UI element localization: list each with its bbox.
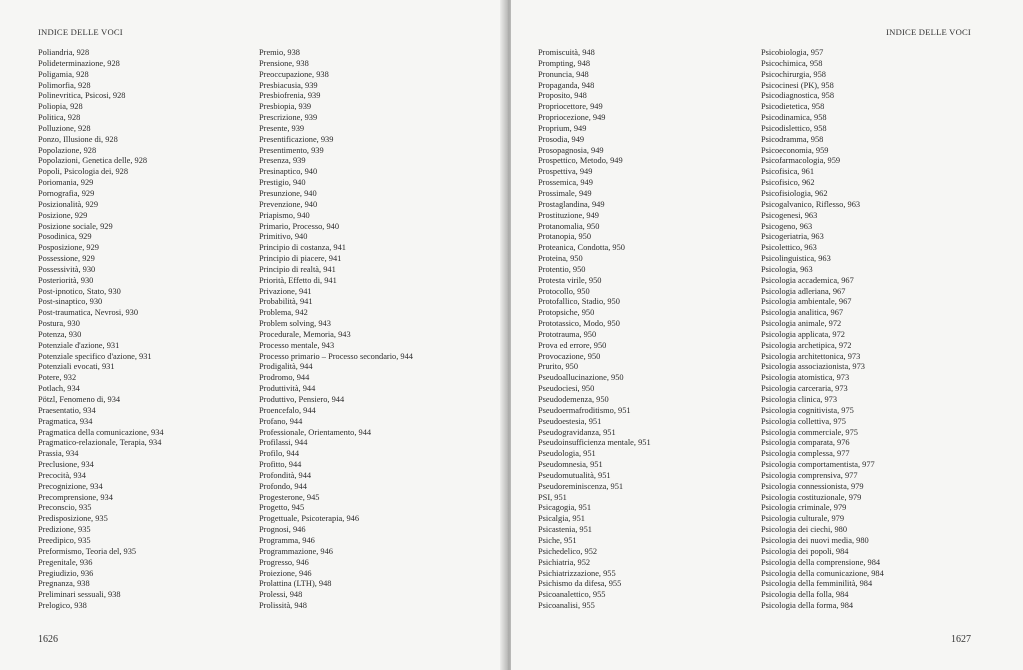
index-entry: Profano, 944 <box>259 416 303 426</box>
index-entry: Prolessi, 948 <box>259 590 303 600</box>
index-entry: Prospettiva, 949 <box>538 167 593 177</box>
index-entry: Presbiofrenia, 939 <box>259 91 321 101</box>
index-entry: Potenza, 930 <box>38 329 82 339</box>
index-entry: Pronuncia, 948 <box>538 69 589 79</box>
index-entry: Predizione, 935 <box>38 525 91 535</box>
index-entry: Psicologia collettiva, 975 <box>761 416 846 426</box>
index-entry: Post-ipnotico, Stato, 930 <box>38 286 121 296</box>
index-entry: Psicobiologia, 957 <box>761 48 824 57</box>
index-entry: Produttivo, Pensiero, 944 <box>259 395 345 404</box>
index-entry: Psicodiagnostica, 958 <box>761 91 835 101</box>
index-entry: Psicolettico, 963 <box>761 243 817 253</box>
index-entry: Priorità, Effetto di, 941 <box>259 275 337 285</box>
index-entry: Pseudoestesia, 951 <box>538 416 602 426</box>
index-entry: Psicologia della comprensione, 984 <box>761 557 881 567</box>
index-entry: Probabilità, 941 <box>259 297 313 307</box>
index-entry: Posteriorità, 930 <box>38 275 94 285</box>
index-entry: Psichiatrizzazione, 955 <box>538 568 616 578</box>
index-entry: Pragmatica della comunicazione, 934 <box>38 427 164 437</box>
index-entry: Professionale, Orientamento, 944 <box>259 427 372 437</box>
index-entry: Progettuale, Psicoterapia, 946 <box>259 514 360 524</box>
index-entry: Psicastenia, 951 <box>538 525 592 535</box>
index-entry: Promiscuità, 948 <box>538 48 595 57</box>
index-entry: Psicocinesi (PK), 958 <box>761 80 834 90</box>
index-entry: Psicologia animale, 972 <box>761 319 842 329</box>
index-entry: Prurito, 950 <box>538 362 579 372</box>
index-entry: Psicologia, 963 <box>761 264 813 274</box>
index-entry: Psicologia complessa, 977 <box>761 449 850 459</box>
index-entry: Processo primario – Processo secondario, 944 <box>259 351 413 361</box>
index-entry: Psicologia cognitivista, 975 <box>761 405 854 415</box>
index-entry: Psicofisica, 961 <box>761 167 815 177</box>
index-entry: Pregiudizio, 936 <box>38 568 94 578</box>
index-entry: Prolattina (LTH), 948 <box>259 579 332 589</box>
index-entry: Prassia, 934 <box>38 449 79 459</box>
index-entry: Primario, Processo, 940 <box>259 221 340 231</box>
index-entry: Principio di piacere, 941 <box>259 254 342 264</box>
index-entry: Pseudoreminiscenza, 951 <box>538 481 624 491</box>
index-entry: Prompting, 948 <box>538 58 591 68</box>
index-entry: Processo mentale, 943 <box>259 340 335 350</box>
index-entry: Protentio, 950 <box>538 264 586 274</box>
index-entry: Protopsiche, 950 <box>538 308 595 318</box>
index-entry: Prestigio, 940 <box>259 178 306 188</box>
index-entry: Precocità, 934 <box>38 470 86 480</box>
index-entry: Profilassi, 944 <box>259 438 308 448</box>
index-entry: Psicologia ambientale, 967 <box>761 297 852 307</box>
index-entry: Preformismo, Teoria del, 935 <box>38 546 137 556</box>
index-entry: Proencefalo, 944 <box>259 405 316 415</box>
index-entry: Potlach, 934 <box>38 384 80 394</box>
index-entry: Prossimale, 949 <box>538 188 592 198</box>
index-entry: Proposito, 948 <box>538 91 587 101</box>
index-entry: Prostituzione, 949 <box>538 210 599 220</box>
index-entry: Preclusione, 934 <box>38 460 94 470</box>
index-entry: Profondità, 944 <box>259 470 312 480</box>
index-entry: Produttività, 944 <box>259 384 316 394</box>
index-entry: Posposizione, 929 <box>38 243 99 253</box>
index-entry: Protofallico, Stadio, 950 <box>538 297 620 307</box>
index-entry: Proteina, 950 <box>538 254 583 264</box>
index-entry: Posizione, 929 <box>38 210 88 220</box>
index-entry: Psicolinguistica, 963 <box>761 254 831 264</box>
index-entry: Presbiacusia, 939 <box>259 80 318 90</box>
index-entry: Pseudomnesia, 951 <box>538 460 603 470</box>
index-entry: Psicoeconomia, 959 <box>761 145 829 155</box>
index-entry: Popoli, Psicologia dei, 928 <box>38 167 129 177</box>
index-entry: Pregnanza, 938 <box>38 579 90 589</box>
index-entry: Presinaptico, 940 <box>259 167 318 177</box>
index-entry: Pseudoermafroditismo, 951 <box>538 405 631 415</box>
index-entry: Poligamia, 928 <box>38 69 89 79</box>
index-entry: Popolazione, 928 <box>38 145 97 155</box>
index-entry: Prodigalità, 944 <box>259 362 313 372</box>
index-entry: Precomprensione, 934 <box>38 492 113 502</box>
index-entry: Psicologia atomistica, 973 <box>761 373 850 383</box>
index-entry: Prototassico, Modo, 950 <box>538 319 620 329</box>
index-entry: Psicologia adleriana, 967 <box>761 286 846 296</box>
index-entry: Ponzo, Illusione di, 928 <box>38 134 118 144</box>
index-entry: Psicodietetica, 958 <box>761 102 825 112</box>
index-entry: Posizione sociale, 929 <box>38 221 113 231</box>
index-entry: Presente, 939 <box>259 123 305 133</box>
index-entry: Pseudogravidanza, 951 <box>538 427 616 437</box>
index-entry: Psicologia comprensiva, 977 <box>761 470 858 480</box>
running-head: INDICE DELLE VOCI <box>38 27 123 37</box>
index-entry: Presbiopia, 939 <box>259 102 312 112</box>
index-entry: Problem solving, 943 <box>259 319 331 329</box>
index-entry: Poriomania, 929 <box>38 178 94 188</box>
index-entry: Prosopagnosia, 949 <box>538 145 604 155</box>
index-entry: Privazione, 941 <box>259 286 312 296</box>
index-entry: Psicologia dei ciechi, 980 <box>761 525 848 535</box>
index-entry: Provocazione, 950 <box>538 351 601 361</box>
right-page <box>511 0 1023 670</box>
index-entry: Prosodia, 949 <box>538 134 585 144</box>
index-entry: Psicoanalettico, 955 <box>538 590 606 600</box>
index-entry: Psicologia carceraria, 973 <box>761 384 848 394</box>
index-entry: Psicogeriatria, 963 <box>761 232 824 242</box>
index-entry: Profitto, 944 <box>259 460 302 470</box>
index-entry: Polluzione, 928 <box>38 123 91 133</box>
index-entry: Posizionalità, 929 <box>38 199 99 209</box>
index-entry: Profilo, 944 <box>259 449 300 459</box>
index-entry: Preedipico, 935 <box>38 535 91 545</box>
index-entry: Prospettico, Metodo, 949 <box>538 156 623 166</box>
index-entry: Post-sinaptico, 930 <box>38 297 103 307</box>
index-entry: Psicofisiologia, 962 <box>761 188 828 198</box>
index-entry: Programmazione, 946 <box>259 546 333 556</box>
index-entry: Predisposizione, 935 <box>38 514 108 524</box>
index-entry: Psicogenesi, 963 <box>761 210 818 220</box>
index-entry: Psicologia costituzionale, 979 <box>761 492 862 502</box>
index-entry: Psichedelico, 952 <box>538 546 598 556</box>
index-entry: Preoccupazione, 938 <box>259 69 329 79</box>
index-entry: Propriocezione, 949 <box>538 113 606 123</box>
index-entry: Profondo, 944 <box>259 481 307 491</box>
index-entry: Psicologia comportamentista, 977 <box>761 460 875 470</box>
index-entry: PSI, 951 <box>538 492 567 502</box>
index-entry: Proprium, 949 <box>538 123 587 133</box>
index-entry: Psicologia archetipica, 972 <box>761 340 852 350</box>
page-number: 1626 <box>38 634 58 645</box>
index-entry: Priapismo, 940 <box>259 210 310 220</box>
index-entry: Psichismo da difesa, 955 <box>538 579 622 589</box>
index-entry: Preconscio, 935 <box>38 503 92 513</box>
index-entry: Polimorfia, 928 <box>38 80 91 90</box>
index-entry: Potenziale d'azione, 931 <box>38 340 120 350</box>
index-entry: Psicologia culturale, 979 <box>761 514 845 524</box>
index-entry: Prensione, 938 <box>259 58 309 68</box>
index-entry: Pornografia, 929 <box>38 188 95 198</box>
index-entry: Potere, 932 <box>38 373 77 383</box>
index-entry: Post-traumatica, Nevrosi, 930 <box>38 308 139 318</box>
index-entry: Polideterminazione, 928 <box>38 58 120 68</box>
index-entry: Primitivo, 940 <box>259 232 308 242</box>
index-entry: Psicagogia, 951 <box>538 503 592 513</box>
index-entry: Premio, 938 <box>259 48 300 57</box>
index-entry: Psicoanalisi, 955 <box>538 601 595 611</box>
index-entry: Protocollo, 950 <box>538 286 590 296</box>
index-entry: Presenza, 939 <box>259 156 306 166</box>
index-entry: Politica, 928 <box>38 113 81 123</box>
index-entry: Psicologia associazionista, 973 <box>761 362 865 372</box>
index-entry: Presentimento, 939 <box>259 145 324 155</box>
index-entry: Prognosi, 946 <box>259 525 306 535</box>
index-entry: Presunzione, 940 <box>259 188 317 198</box>
index-entry: Psicofisico, 962 <box>761 178 815 188</box>
index-entry: Prostaglandina, 949 <box>538 199 605 209</box>
index-entry: Psicologia criminale, 979 <box>761 503 847 513</box>
index-column <box>538 48 651 612</box>
index-entry: Proteanica, Condotta, 950 <box>538 243 625 253</box>
index-entry: Poliopia, 928 <box>38 102 83 112</box>
index-entry: Psicologia della forma, 984 <box>761 601 854 611</box>
index-entry: Progetto, 945 <box>259 503 305 513</box>
index-entry: Praesentatio, 934 <box>38 405 96 415</box>
index-entry: Prova ed errore, 950 <box>538 340 607 350</box>
index-entry: Psicologia dei nuovi media, 980 <box>761 535 869 545</box>
index-entry: Psicologia architettonica, 973 <box>761 351 861 361</box>
index-entry: Propaganda, 948 <box>538 80 595 90</box>
index-entry: Pseudoinsufficienza mentale, 951 <box>538 438 651 448</box>
index-entry: Psicalgia, 951 <box>538 514 585 524</box>
index-entry: Pragmatica, 934 <box>38 416 93 426</box>
page-number: 1627 <box>951 634 971 645</box>
index-entry: Poliandria, 928 <box>38 48 90 57</box>
index-column <box>38 48 164 612</box>
index-entry: Psicodislettico, 958 <box>761 123 827 133</box>
index-entry: Prossemica, 949 <box>538 178 593 188</box>
index-entry: Pseudologia, 951 <box>538 449 596 459</box>
index-entry: Psicodinamica, 958 <box>761 113 827 123</box>
index-entry: Pseudomutualità, 951 <box>538 470 611 480</box>
index-column <box>761 48 884 612</box>
index-entry: Psicogeno, 963 <box>761 221 813 231</box>
index-column <box>259 48 413 612</box>
index-entry: Prototrauma, 950 <box>538 329 597 339</box>
index-entry: Psicologia clinica, 973 <box>761 395 838 404</box>
index-entry: Psicologia della folla, 984 <box>761 590 849 600</box>
index-entry: Psicochirurgia, 958 <box>761 69 826 79</box>
index-entry: Posodinica, 929 <box>38 232 92 242</box>
index-entry: Progesterone, 945 <box>259 492 320 502</box>
index-entry: Propriocettore, 949 <box>538 102 603 112</box>
index-entry: Psicologia analitica, 967 <box>761 308 844 318</box>
index-entry: Prevenzione, 940 <box>259 199 318 209</box>
index-entry: Problema, 942 <box>259 308 308 318</box>
index-entry: Psicologia accademica, 967 <box>761 275 854 285</box>
index-entry: Proiezione, 946 <box>259 568 312 578</box>
index-entry: Psicofarmacologia, 959 <box>761 156 841 166</box>
index-entry: Psicologia commerciale, 975 <box>761 427 858 437</box>
index-entry: Possessione, 929 <box>38 254 95 264</box>
index-entry: Protesta virile, 950 <box>538 275 602 285</box>
index-entry: Procedurale, Memoria, 943 <box>259 329 351 339</box>
index-entry: Pötzl, Fenomeno di, 934 <box>38 395 121 404</box>
index-entry: Pseudociesi, 950 <box>538 384 595 394</box>
index-entry: Precognizione, 934 <box>38 481 103 491</box>
index-entry: Prolissità, 948 <box>259 601 307 611</box>
index-entry: Pseudoallucinazione, 950 <box>538 373 624 383</box>
index-entry: Psicologia applicata, 972 <box>761 329 845 339</box>
index-entry: Progresso, 946 <box>259 557 309 567</box>
index-entry: Psicodramma, 958 <box>761 134 824 144</box>
running-head: INDICE DELLE VOCI <box>886 27 971 37</box>
index-entry: Protanomalia, 950 <box>538 221 600 231</box>
index-entry: Prelogico, 938 <box>38 601 87 611</box>
index-entry: Psicologia della femminilità, 984 <box>761 579 873 589</box>
index-entry: Pseudodemenza, 950 <box>538 395 609 404</box>
index-entry: Presentificazione, 939 <box>259 134 334 144</box>
index-entry: Psicochimica, 958 <box>761 58 823 68</box>
index-entry: Popolazioni, Genetica delle, 928 <box>38 156 148 166</box>
index-entry: Potenziale specifico d'azione, 931 <box>38 351 152 361</box>
index-entry: Psicologia comparata, 976 <box>761 438 850 448</box>
index-entry: Psicologia dei popoli, 984 <box>761 546 849 556</box>
index-entry: Principio di realtà, 941 <box>259 264 336 274</box>
index-entry: Polinevritica, Psicosi, 928 <box>38 91 126 101</box>
index-entry: Psicogalvanico, Riflesso, 963 <box>761 199 861 209</box>
index-entry: Psichiatria, 952 <box>538 557 591 567</box>
index-entry: Psicologia della comunicazione, 984 <box>761 568 884 578</box>
index-entry: Pregenitale, 936 <box>38 557 93 567</box>
index-entry: Prodromo, 944 <box>259 373 310 383</box>
index-entry: Psicologia connessionista, 979 <box>761 481 864 491</box>
index-entry: Protanopia, 950 <box>538 232 592 242</box>
index-entry: Psiche, 951 <box>538 535 577 545</box>
index-entry: Prescrizione, 939 <box>259 113 318 123</box>
left-page <box>0 0 505 670</box>
index-entry: Possessività, 930 <box>38 264 96 274</box>
index-entry: Preliminari sessuali, 938 <box>38 590 121 600</box>
index-entry: Principio di costanza, 941 <box>259 243 346 253</box>
index-entry: Programma, 946 <box>259 535 315 545</box>
index-entry: Pragmatico-relazionale, Terapia, 934 <box>38 438 162 448</box>
index-entry: Postura, 930 <box>38 319 80 329</box>
index-entry: Potenziali evocati, 931 <box>38 362 115 372</box>
